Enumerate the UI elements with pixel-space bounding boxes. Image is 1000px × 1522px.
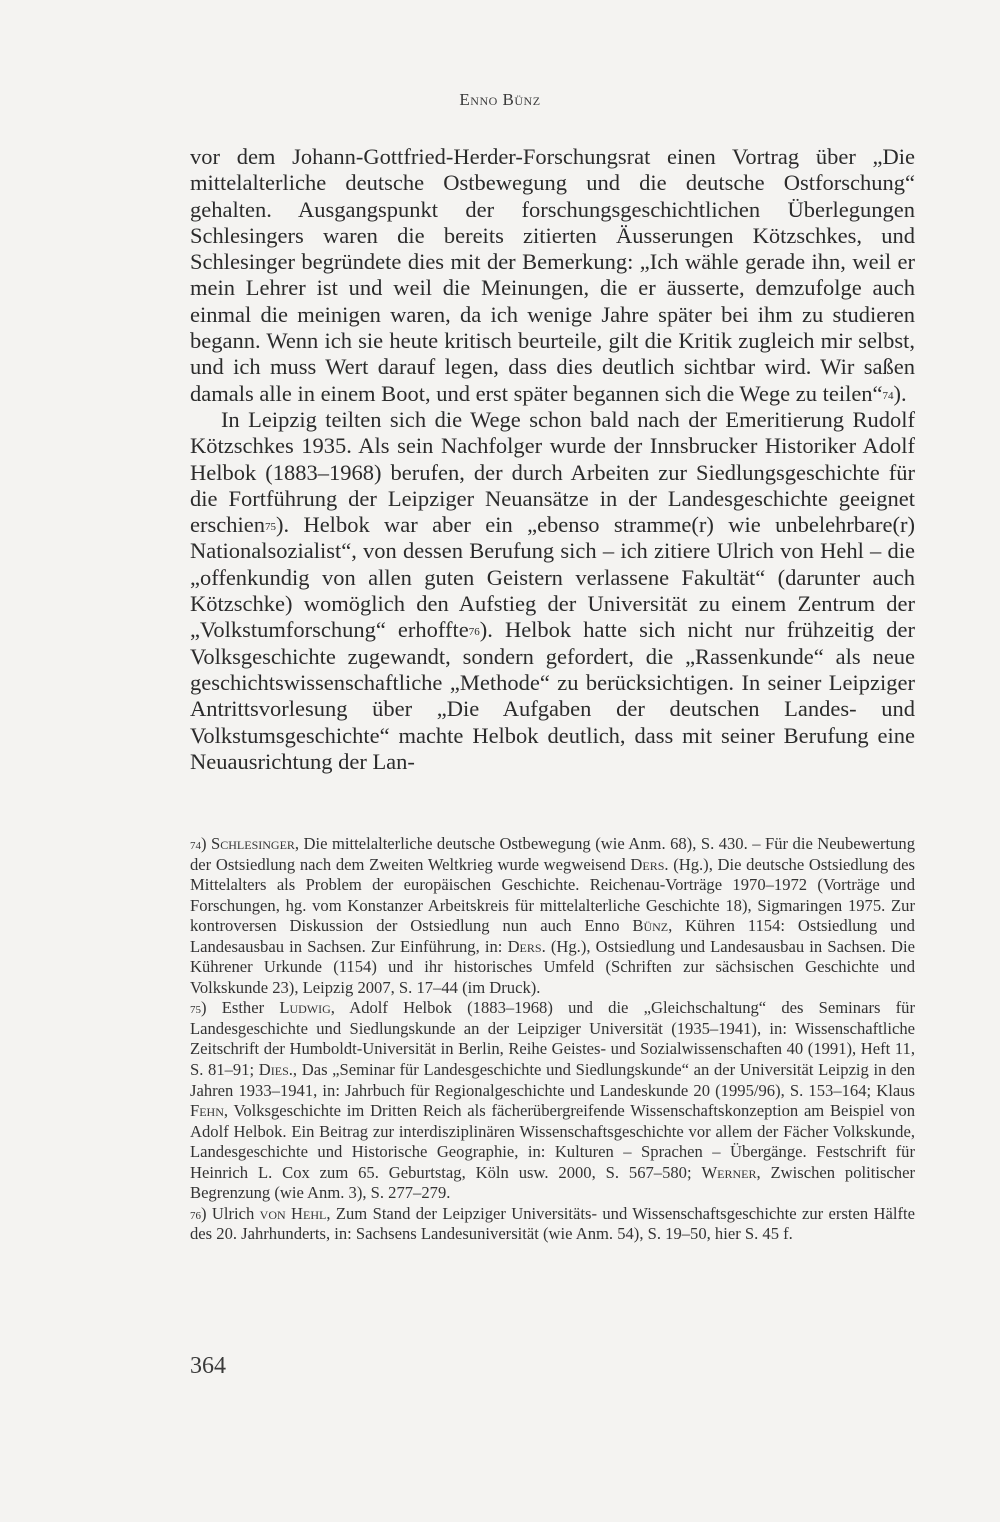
footnote-text: Esther <box>221 998 280 1018</box>
footnote-paren: ) <box>201 1203 212 1223</box>
footnote-text: (Hg.), Ostsiedlung und Landesausbau in Sachsen. Die Kührener Urkunde (1154) und ihr historisches Umfeld (Schriften zur sächsischen Geschichte und Volkskunde 23), Leipzig 2007, S. 17–44 (im Druck). <box>190 936 915 997</box>
footnote-ref: 75 <box>264 521 276 534</box>
paragraph-text: vor dem Johann-Gottfried-Herder-Forschungsrat einen Vortrag über „Die mittelalterliche deutsche Ostbewegung und die deutsche Ostforschung“ gehalten. Ausgangspunkt der forschungsgeschichtlichen Überlegungen Schlesingers waren die bereits zitierten Äusserungen Kötzschkes, und Schlesinger begründete dies mit der Bemerkung: „Ich wähle gerade ihn, weil er mein Lehrer ist und weil die Meinungen, die er äusserte, demzufolge auch einmal die meinigen waren, da ich wenige Jahre später bei ihm zu studieren begann. Wenn ich sie heute kritisch beurteile, gilt die Kritik zugleich mir selbst, und ich muss Wert darauf legen, dass dies deutlich sichtbar wird. Wir saßen damals alle in einem Boot, und erst später begannen sich die Wege zu teilen“ <box>190 144 915 406</box>
paragraph-text: In Leipzig teilten sich die Wege schon bald nach der Emeritierung Rudolf Kötzschkes 1935. Als sein Nachfolger wurde der Innsbrucker Historiker Adolf Helbok (1883–1968) berufen, der durch Arbeiten zur Siedlungsgeschichte für die Fortführung der Leipziger Neuansätze in der Landesgeschichte geeignet erschien <box>190 406 915 538</box>
paragraph-text: ). <box>893 380 907 406</box>
author-name: Ders. <box>507 936 546 956</box>
footnote-number: 74 <box>190 840 201 852</box>
footnote-text: (Hg.), Die deutsche Ostsiedlung des Mittelalters als Problem der europäischen Geschichte. Reichenau-Vorträge 1970–1972 (Vorträge und Forschungen, hg. vom Konstanzer Arbeitskreis für mittelalterliche Geschichte 18), Sigmaringen 1975. Zur kontroversen Diskussion der Ostsiedlung nun auch Enno <box>190 854 915 936</box>
author-name: Ludwig <box>279 998 331 1018</box>
author-name: von Hehl <box>259 1203 327 1223</box>
footnote-text: Ulrich <box>211 1203 260 1223</box>
author-name: Ders. <box>630 854 669 874</box>
author-name: Fehn <box>190 1101 224 1121</box>
footnote-ref: 74 <box>882 389 894 402</box>
footnote-text: , Zwischen politischer Begrenzung (wie Anm. 3), S. 277–279. <box>190 1162 915 1203</box>
footnotes <box>190 834 915 1245</box>
footnote-text: , Zum Stand der Leipziger Universitäts- und Wissenschaftsgeschichte zur ersten Hälfte des 20. Jahrhunderts, in: Sachsens Landesuniversität (wie Anm. 54), S. 19–50, hier S. 45 f. <box>190 1203 915 1244</box>
footnote-text: , Kühren 1154: Ostsiedlung und Landesausbau in Sachsen. Zur Einführung, in: <box>190 916 915 956</box>
footnote-number: 76 <box>190 1209 201 1222</box>
footnote-paren: ) <box>201 998 222 1018</box>
footnote-paren: ) <box>201 834 212 853</box>
footnote-text: , Das „Seminar für Landesgeschichte und Siedlungskunde“ an der Universität Leipzig in den Jahren 1933–1941, in: Jahrbuch für Regionalgeschichte und Landeskunde 20 (1995/96), S. 153–164; Klaus <box>190 1060 916 1100</box>
paragraph-text: ). Helbok war aber ein „ebenso stramme(r) wie unbelehrbare(r) Nationalsozialist“, von dessen Berufung sich – ich zitiere Ulrich von Hehl – die „offenkundig von allen guten Geistern verlassene Fakultät“ (darunter auch Kötzschke) womöglich den Aufstieg der Universität zu einem Zentrum der „Volkstumforschung“ erhoffte <box>190 512 915 643</box>
body-paragraph <box>190 144 915 407</box>
page-number: 364 <box>190 1353 226 1379</box>
footnote-text: , Die mittelalterliche deutsche Ostbewegung (wie Anm. 68), S. 430. – Für die Neubewertung der Ostsiedlung nach dem Zweiten Weltkrieg wurde wegweisend <box>190 834 915 874</box>
running-head: Enno Bünz <box>459 90 541 109</box>
footnote-text: , Adolf Helbok (1883–1968) und die „Gleichschaltung“ des Seminars für Landesgeschichte und Siedlungskunde an der Leipziger Universität (1935–1941), in: Wissenschaftliche Zeitschrift der Humboldt-Universität in Berlin, Reihe Geistes- und Sozialwissenschaften 40 (1991), Heft 11, S. 81–91; <box>190 998 915 1080</box>
body-paragraph <box>190 407 915 775</box>
footnote-number: 75 <box>190 1004 201 1017</box>
author-name: Dies. <box>258 1060 293 1080</box>
footnote-text: , Volksgeschichte im Dritten Reich als fächerübergreifende Wissenschaftskonzeption am Beispiel von Adolf Helbok. Ein Beitrag zur interdisziplinären Wissenschaftsgeschichte vor allem der Fächer Volkskunde, Landesgeschichte und Historische Geographie, in: Kulturen – Sprachen – Übergänge. Festschrift für Heinrich L. Cox zum 65. Geburtstag, Köln usw. 2000, S. 567–580; <box>190 1101 915 1182</box>
main-text <box>190 144 915 775</box>
footnote <box>190 998 915 1203</box>
footnote <box>190 1204 915 1245</box>
paragraph-text: ). Helbok hatte sich nicht nur frühzeitig der Volksgeschichte zugewandt, sondern gefordert, die „Rassenkunde“ als neue geschichtswissenschaftliche „Methode“ zu berücksichtigen. In seiner Leipziger Antrittsvorlesung über „Die Aufgaben der deutschen Landes- und Volkstumsgeschichte“ machte Helbok deutlich, dass mit seiner Berufung eine Neuausrichtung der Lan- <box>190 617 915 774</box>
author-name: Schlesinger <box>211 834 295 853</box>
author-name: Bünz <box>632 916 669 936</box>
footnote <box>190 834 915 998</box>
author-name: Werner <box>701 1162 757 1182</box>
footnote-ref: 76 <box>468 626 480 639</box>
